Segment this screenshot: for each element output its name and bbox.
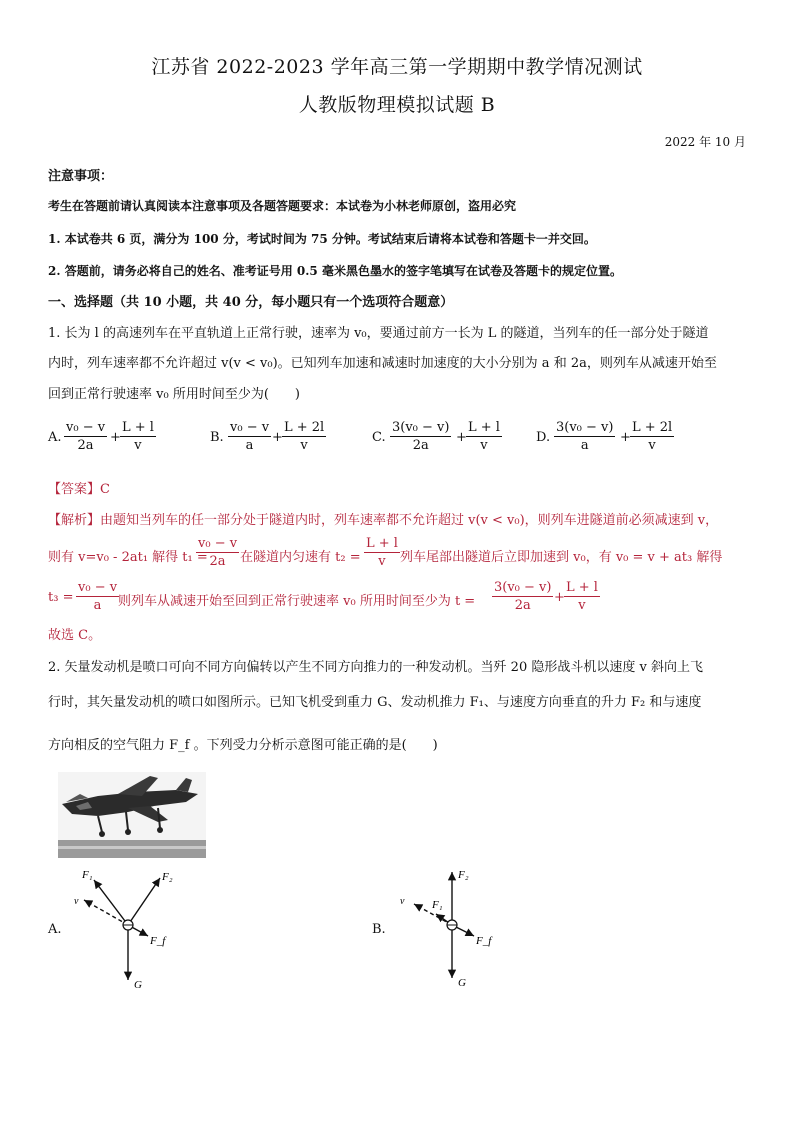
q1-analysis-fraction-t2: $\frac{L + l}{v}$ <box>366 536 398 569</box>
fighter-jet-photo <box>58 772 206 858</box>
paper-date: 2022 年 10 月 <box>664 135 746 149</box>
label-g: G <box>134 979 142 991</box>
notes-line-2: 1. 本试卷共 6 页，满分为 100 分，考试时间为 75 分钟。考试结束后请将本试卷和答题卡一并交回。 <box>48 232 596 246</box>
option-fraction-1: $\frac{\text{v₀ − v}}{2a}$ <box>66 420 106 453</box>
option-label: B. <box>210 430 224 445</box>
q1-analysis-fraction-t1: $\frac{\text{v₀ − v}}{2a}$ <box>198 536 238 569</box>
paper-subtitle: 人教版物理模拟试题 B <box>298 94 496 116</box>
paper-title: 江苏省 2022-2023 学年高三第一学期期中教学情况测试 <box>151 56 643 78</box>
notes-heading: 注意事项： <box>48 169 114 184</box>
q1-analysis-fraction-t-2: $\frac{L + l}{v}$ <box>566 580 598 613</box>
q1-analysis-line-3a: t₃ = <box>48 590 74 605</box>
label-f1: F₁ <box>432 899 443 911</box>
label-ff: F_f <box>150 935 166 947</box>
option-fraction-2: $\frac{L + l}{v}$ <box>122 420 154 453</box>
label-v: v <box>400 896 405 907</box>
section-heading: 一、选择题（共 10 小题，共 40 分，每小题只有一个选项符合题意） <box>48 295 454 310</box>
q2-option-b-label: B. <box>372 922 386 937</box>
option-label: D. <box>536 430 551 445</box>
q1-answer: 【答案】C <box>48 482 110 497</box>
label-f2: F₂ <box>458 869 469 881</box>
notes-line-1: 考生在答题前请认真阅读本注意事项及各题答题要求：本试卷为小林老师原创，盗用必究 <box>48 199 517 213</box>
q1-analysis-line-2c: 列车尾部出隧道后立即加速到 v₀，有 v₀ = v + at₃ 解得 <box>400 550 723 565</box>
option-fraction-2: $\frac{L + 2l}{v}$ <box>632 420 673 453</box>
q2-text-line-3: 方向相反的空气阻力 F_f 。下列受力分析示意图可能正确的是( ) <box>48 738 438 753</box>
label-f2: F₂ <box>162 871 173 883</box>
q1-analysis-line-3b: 则列车从减速开始至回到正常行驶速率 v₀ 所用时间至少为 t = <box>118 594 476 609</box>
q1-analysis-line-1: 【解析】由题知当列车的任一部分处于隧道内时，列车速率都不允许超过 v(v < v₀)，则列车进隧道前必须减速到 v， <box>48 513 719 528</box>
q2-diagram-a <box>64 862 194 992</box>
q1-text-line-1: 1. 长为 l 的高速列车在平直轨道上正常行驶，速率为 v₀，要通过前方一长为 L 的隧道，当列车的任一部分处于隧道 <box>48 326 709 341</box>
q1-analysis-fraction-t: $\frac{\text{3(v₀ − v)}}{2a}$ <box>494 580 552 613</box>
label-ff: F_f <box>476 935 492 947</box>
option-fraction-1: $\frac{\text{3(v₀ − v)}}{a}$ <box>556 420 614 453</box>
q2-diagram-b <box>388 862 518 992</box>
label-v: v <box>74 896 79 907</box>
q1-analysis-fraction-t3: $\frac{\text{v₀ − v}}{a}$ <box>78 580 118 613</box>
velocity-arrow <box>84 900 128 925</box>
label-g: G <box>458 977 466 989</box>
q2-text-line-2: 行时，其矢量发动机的喷口如图所示。已知飞机受到重力 G、发动机推力 F₁、与速度方向垂直的升力 F₂ 和与速度 <box>48 695 702 710</box>
notes-line-3: 2. 答题前，请务必将自己的姓名、准考证号用 0.5 毫米黑色墨水的签字笔填写在试卷及答题卡的规定位置。 <box>48 264 622 278</box>
q1-conclusion: 故选 C。 <box>48 628 102 643</box>
option-label: A. <box>48 430 62 445</box>
label-f1: F₁ <box>82 869 93 881</box>
option-fraction-2: $\frac{L + l}{v}$ <box>468 420 500 453</box>
q1-text-line-3: 回到正常行驶速率 v₀ 所用时间至少为( ) <box>48 387 300 402</box>
option-fraction-1: $\frac{\text{v₀ − v}}{a}$ <box>230 420 270 453</box>
q1-analysis-line-2a: 则有 v=v₀ - 2at₁ 解得 t₁ = <box>48 550 208 565</box>
option-label: C. <box>372 430 386 445</box>
q2-text-line-1: 2. 矢量发动机是喷口可向不同方向偏转以产生不同方向推力的一种发动机。当歼 20 隐形战斗机以速度 v 斜向上飞 <box>48 660 703 675</box>
q1-text-line-2: 内时，列车速率都不允许超过 v(v < v₀)。已知列车加速和减速时加速度的大小分别为 a 和 2a，则列车从减速开始至 <box>48 356 717 371</box>
option-fraction-2: $\frac{L + 2l}{v}$ <box>284 420 325 453</box>
force-f2-arrow <box>128 878 160 925</box>
q2-option-a-label: A. <box>48 922 62 937</box>
force-f1-arrow <box>94 880 128 925</box>
option-fraction-1: $\frac{\text{3(v₀ − v)}}{2a}$ <box>392 420 450 453</box>
q1-analysis-line-2b: 在隧道内匀速有 t₂ = <box>240 550 361 565</box>
